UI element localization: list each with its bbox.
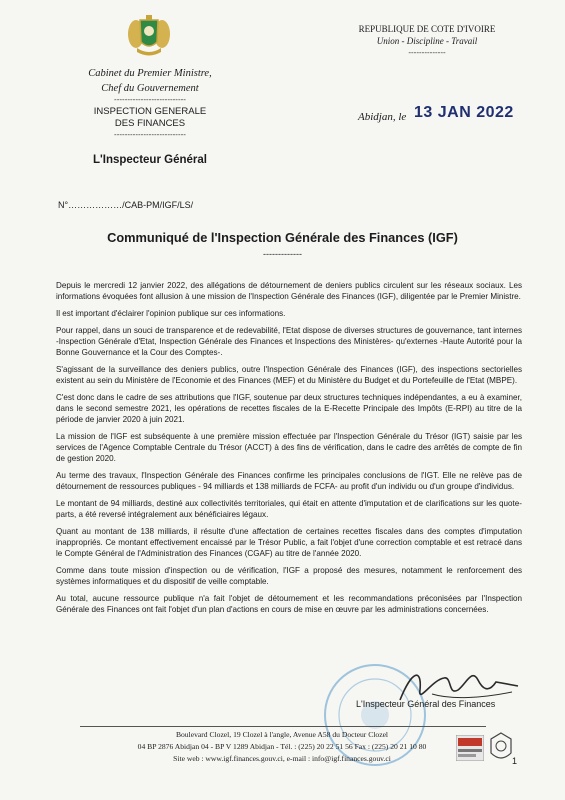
igf-heading: [74, 106, 226, 130]
coat-of-arms-emblem: [122, 12, 176, 60]
paragraph: Au terme des travaux, l'Inspection Générale des Finances confirme les principales conclusions de l'IGT. Elle ne relève pas de détournement de ressources publiques - 94 milliards et 138 milliards de FCFA- au profit d'un individu ou d'un groupe d'individus.: [56, 470, 522, 491]
footer-web-email: Site web : www.igf.finances.gouv.ci, e-mail : info@igf.finances.gouv.ci: [173, 754, 391, 763]
paragraph: Pour rappel, dans un souci de transparence et de redevabilité, l'Etat dispose de diverses structures de gouvernance, tant internes -Inspection Générale d'Etat, Inspection Générale des Finances et Inspections des Ministères- qu'externes -Haute Autorité pour la Bonne Gouvernance et la Cour des Comptes-.: [56, 326, 522, 357]
certification-badge-icon: [488, 731, 514, 767]
reference-number: N°………………/CAB-PM/IGF/LS/: [58, 200, 194, 210]
paragraph: S'agissant de la surveillance des deniers publics, outre l'Inspection Générale des Finances (IGF), des inspections sectorielles existent au sein du Ministère de l'Economie et des Finances (MEF) et du Ministère du Budget et du Portefeuille de l'Etat (MBPE).: [56, 365, 522, 385]
republic-heading: REPUBLIQUE DE COTE D'IVOIRE: [358, 24, 496, 34]
page-number: 1: [512, 756, 518, 766]
header-separator-2: ---------------------------: [114, 130, 186, 139]
igf-line-2: DES FINANCES: [114, 118, 186, 129]
document-title: Communiqué de l'Inspection Générale des Finances (IGF): [107, 230, 458, 245]
paragraph: Le montant de 94 milliards, destiné aux collectivités territoriales, qui était en attente d'imputation et de clarifications sur les quote-parts, a été reversé intégralement aux bénéficiaires légaux.: [56, 498, 522, 519]
communique-body: [56, 281, 522, 622]
paragraph: Comme dans toute mission d'inspection ou de vérification, l'IGF a proposé des mesures, notamment le renforcement des systèmes informatiques et du dispositif de veille comptable.: [56, 565, 522, 586]
igf-line-1: INSPECTION GENERALE: [93, 106, 207, 117]
iso-certification-logo: [456, 735, 484, 761]
paragraph: La mission de l'IGF est subséquente à une première mission effectuée par l'Inspection Générale du Trésor (IGT) saisie par les services de l'Agence Comptable Centrale du Trésor (ACCT) à des fins de vérification, dans le cadre des arrêtés de compte de fin de gestion 2020.: [56, 431, 522, 463]
date-prefix: Abidjan, le: [358, 111, 407, 123]
inspector-general-heading: L'Inspecteur Général: [93, 154, 207, 166]
paragraph: Au total, aucune ressource publique n'a fait l'objet de détournement et les recommandations préconisées par l'Inspection Générale des Finances ont fait l'objet d'un plan d'actions en cours de mise en œuvre par les administrations concernées.: [56, 593, 522, 614]
paragraph: Quant au montant de 138 milliards, il résulte d'une affectation de certaines recettes fiscales dans des comptes d'imputation inappropriés. Ce montant effectivement encaissé par le Trésor Public, a fait l'objet d'une correction comptable et est retracé dans le Compte Général de l'Administration des Finances (CGAF) au titre de l'année 2020.: [56, 526, 522, 558]
national-motto: Union - Discipline - Travail: [376, 36, 478, 46]
cabinet-line-1: Cabinet du Premier Ministre,: [88, 68, 212, 79]
footer-phone-fax: 04 BP 2876 Abidjan 04 - BP V 1289 Abidjan - Tél. : (225) 20 22 51 56 Fax : (225) 20 21 10 80: [137, 742, 427, 751]
date-stamp: 13 JAN 2022: [414, 104, 514, 121]
cabinet-heading: [66, 66, 234, 96]
footer-divider: [80, 726, 486, 727]
footer-contact: [72, 729, 492, 765]
title-separator: -------------: [263, 249, 302, 259]
motto-separator: --------------: [408, 48, 446, 57]
paragraph: Il est important d'éclairer l'opinion publique sur ces informations.: [56, 309, 286, 318]
signatory-title: L'Inspecteur Général des Finances: [356, 699, 496, 709]
cabinet-line-2: Chef du Gouvernement: [101, 83, 199, 94]
footer-address: Boulevard Clozel, 19 Clozel à l'angle, Avenue A58 du Docteur Clozel: [175, 730, 389, 739]
paragraph: Depuis le mercredi 12 janvier 2022, des allégations de détournement de deniers publics circulent sur les réseaux sociaux. Les informations évoquées font allusion à une mission de l'Inspection Générale des Finances (IGF), diligentée par le Premier Ministre.: [56, 281, 522, 301]
paragraph: C'est donc dans le cadre de ses attributions que l'IGF, soutenue par deux structures techniques indépendantes, a eu à examiner, dans le second semestre 2021, les opérations de recettes fiscales de la E-Recette Principale des Impôts (E-RPI) au titre de la période de janvier 2020 à juin 2021.: [56, 393, 522, 424]
header-separator-1: ---------------------------: [114, 95, 186, 104]
